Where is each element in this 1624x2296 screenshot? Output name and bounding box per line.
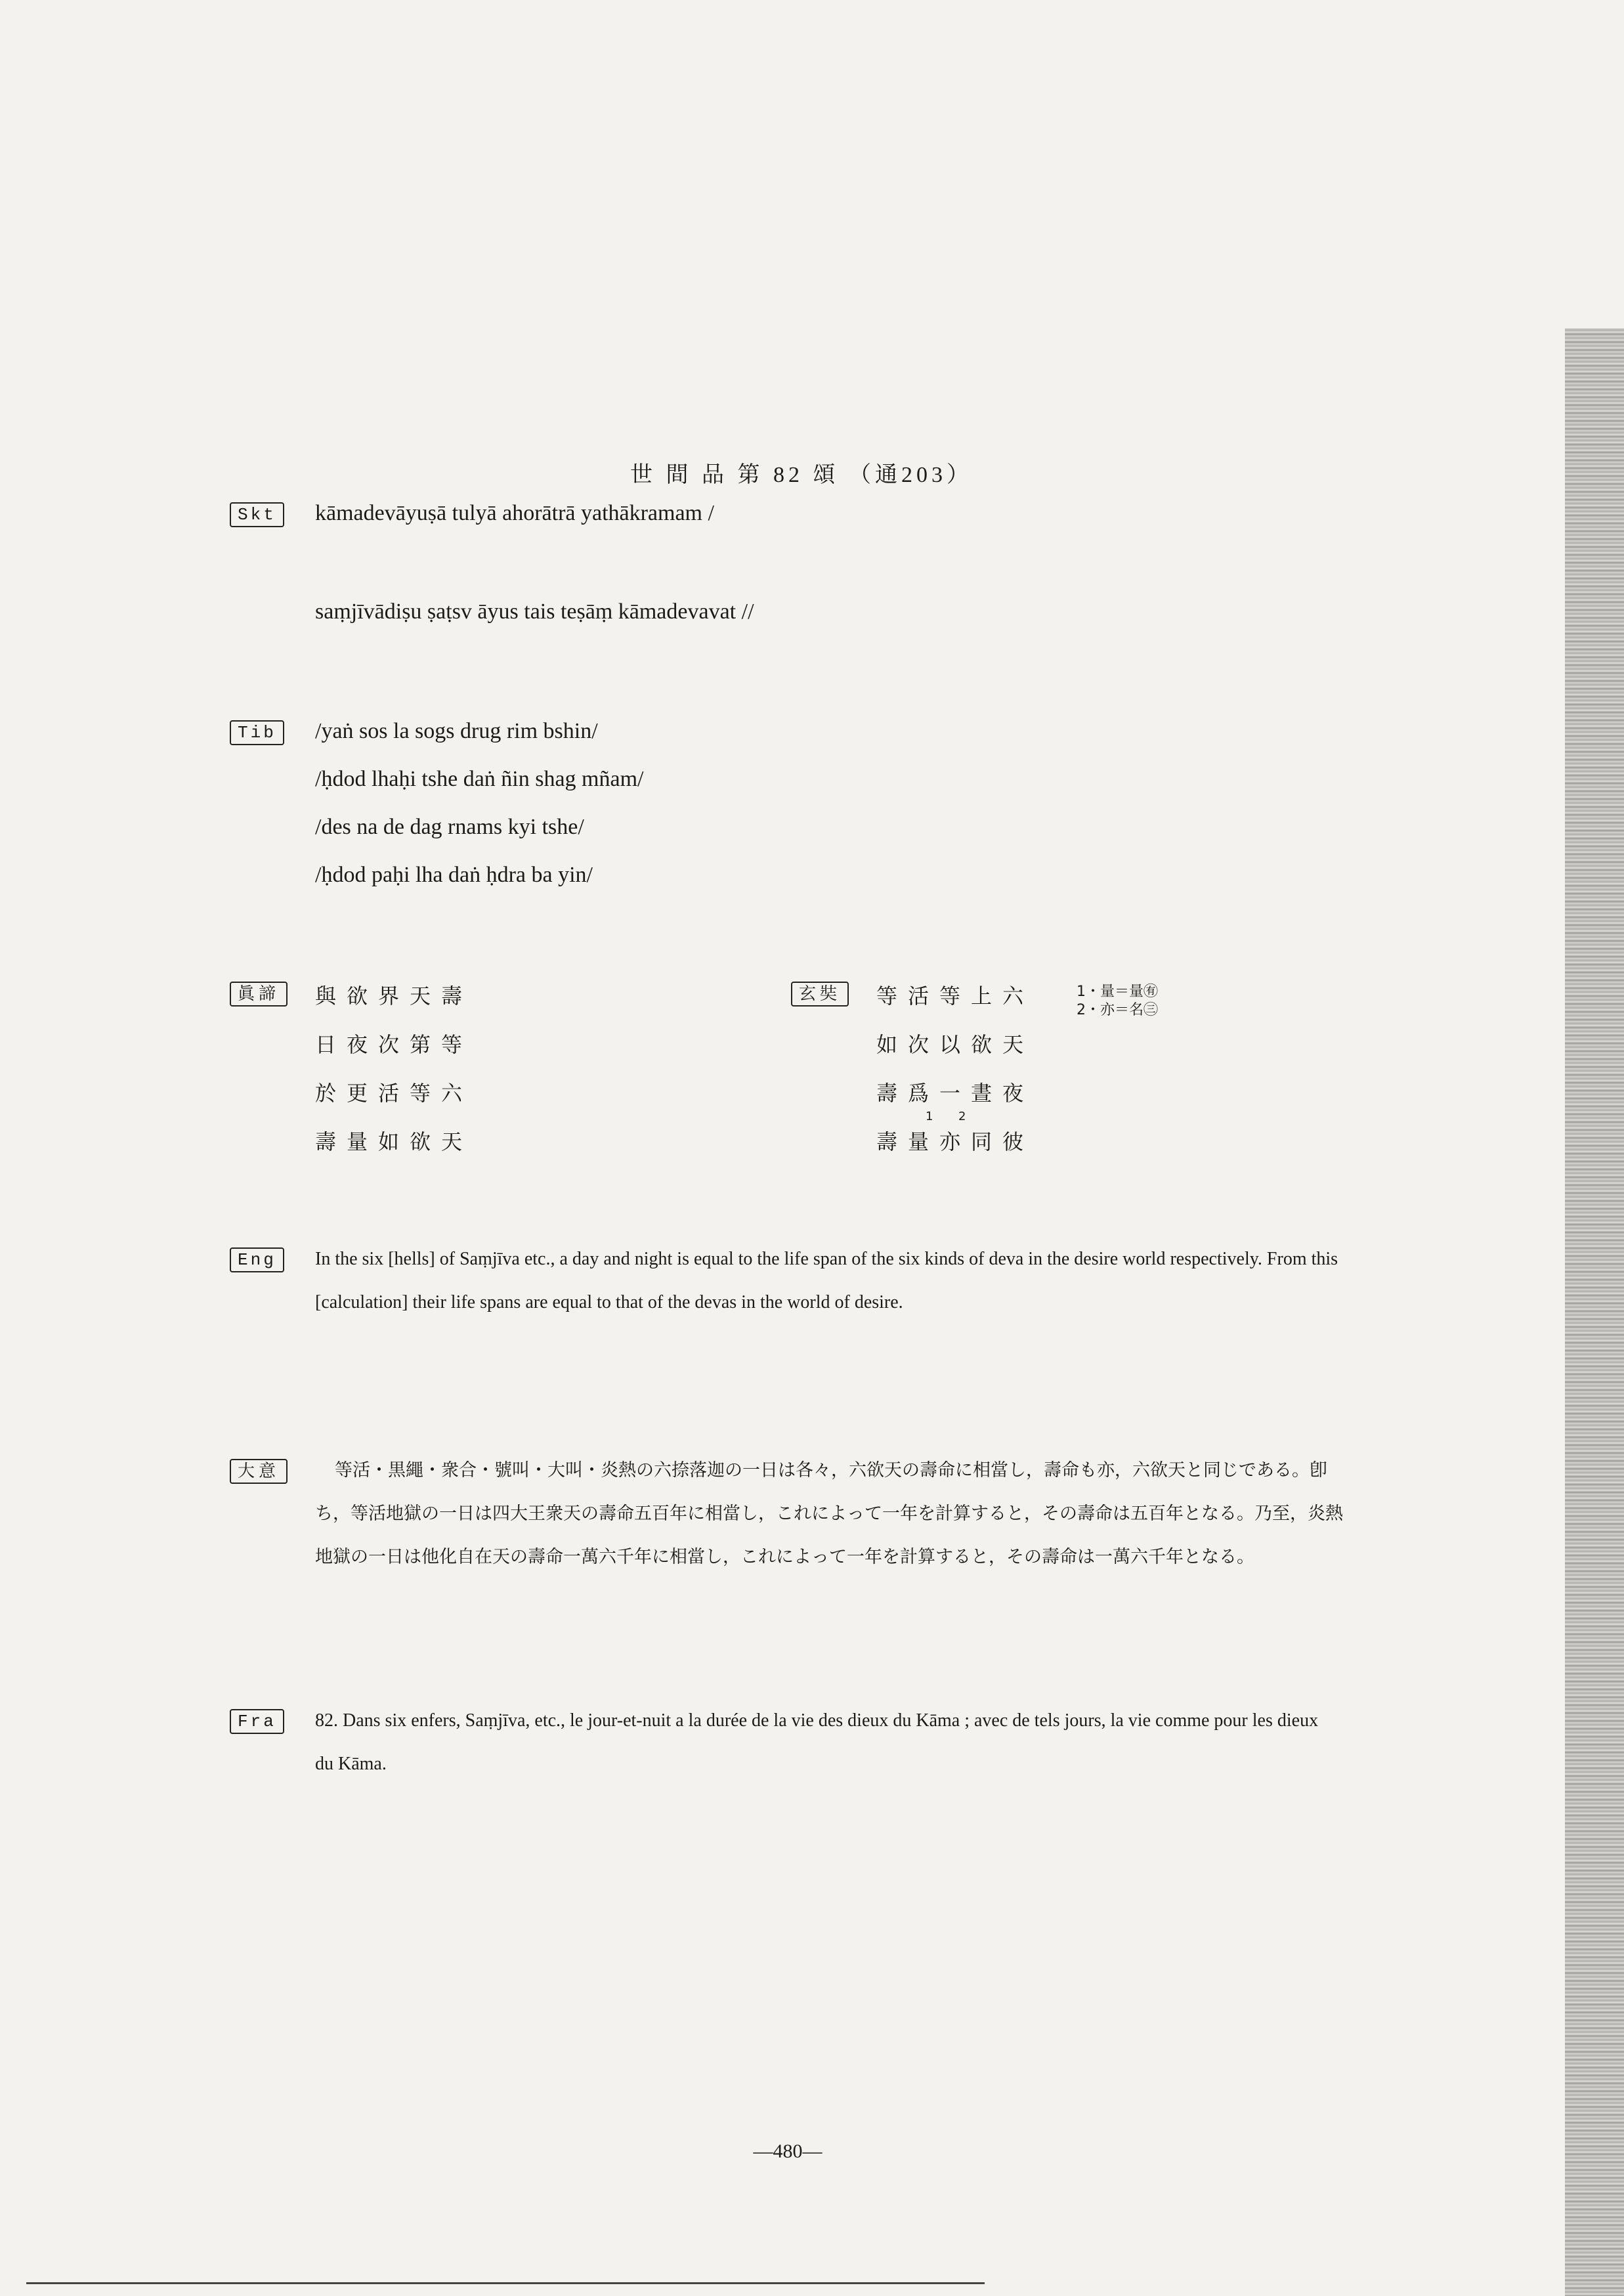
tib-line-1: /yaṅ sos la sogs drug rim bshin/ [315,719,598,743]
xuanzang-footnote-mark-2: 2 [958,1110,966,1123]
paramartha-line-1: 與欲界天壽 [315,984,473,1008]
paramartha-line-4: 壽量如欲天 [315,1129,473,1154]
xuanzang-line-2: 如次以欲天 [876,1032,1035,1057]
verse-heading: 世 間 品 第 82 頌 （通203） [630,463,973,487]
bottom-rule [26,2282,985,2284]
paramartha-line-3: 於更活等六 [315,1081,473,1106]
xuanzang-line-1: 等活等上六 [876,984,1035,1008]
xuanzang-note-1: 1・量＝量㊒ [1077,984,1158,1000]
xuanzang-line-3: 壽爲一晝夜 [876,1081,1035,1106]
xuanzang-note-2: 2・亦＝名㊂ [1077,1002,1158,1018]
scan-edge [1565,328,1624,2296]
fra-text: 82. Dans six enfers, Saṃjīva, etc., le jour-et-nuit a la durée de la vie des dieux du Kāma ; avec de tels jours, la vie comme pour les dieux du Kāma. [315,1710,1319,1774]
xuanzang-line-4: 壽量亦同彼 [876,1129,1035,1154]
eng-tag: Eng [230,1247,284,1272]
xuanzang-tag: 玄奘 [791,982,849,1007]
fra-tag: Fra [230,1709,284,1734]
tib-line-2: /ḥdod lhaḥi tshe daṅ ñin shag mñam/ [315,767,644,791]
xuanzang-footnote-mark-1: 1 [926,1110,933,1123]
tib-line-3: /des na de dag rnams kyi tshe/ [315,815,584,839]
tib-tag: Tib [230,720,284,745]
paramartha-line-2: 日夜次第等 [315,1032,473,1057]
paramartha-tag: 眞諦 [230,982,288,1007]
tib-line-4: /ḥdod paḥi lha daṅ ḥdra ba yin/ [315,863,593,887]
skt-line-2: saṃjīvādiṣu ṣaṭsv āyus tais teṣāṃ kāmadevavat // [315,599,754,624]
skt-line-1: kāmadevāyuṣā tulyā ahorātrā yathākramam / [315,501,714,525]
page-number: —480— [753,2140,823,2162]
taii-tag: 大意 [230,1459,288,1484]
eng-text: In the six [hells] of Saṃjīva etc., a day and night is equal to the life span of the six kinds of deva in the desire world respectively. From this [calculation] their life spans are equal to that of the devas in the world of desire. [315,1249,1338,1312]
taii-text: 等活・黒繩・衆合・號叫・大叫・炎熱の六捺落迦の一日は各々，六欲天の壽命に相當し，壽命も亦，六欲天と同じである。卽ち，等活地獄の一日は四大王衆天の壽命五百年に相當し，これによって一年を計算すると，その壽命は五百年となる。乃至，炎熱地獄の一日は他化自在天の壽命一萬六千年に相當し，これによって一年を計算すると，その壽命は一萬六千年となる。 [315,1460,1343,1567]
skt-tag: Skt [230,502,284,527]
